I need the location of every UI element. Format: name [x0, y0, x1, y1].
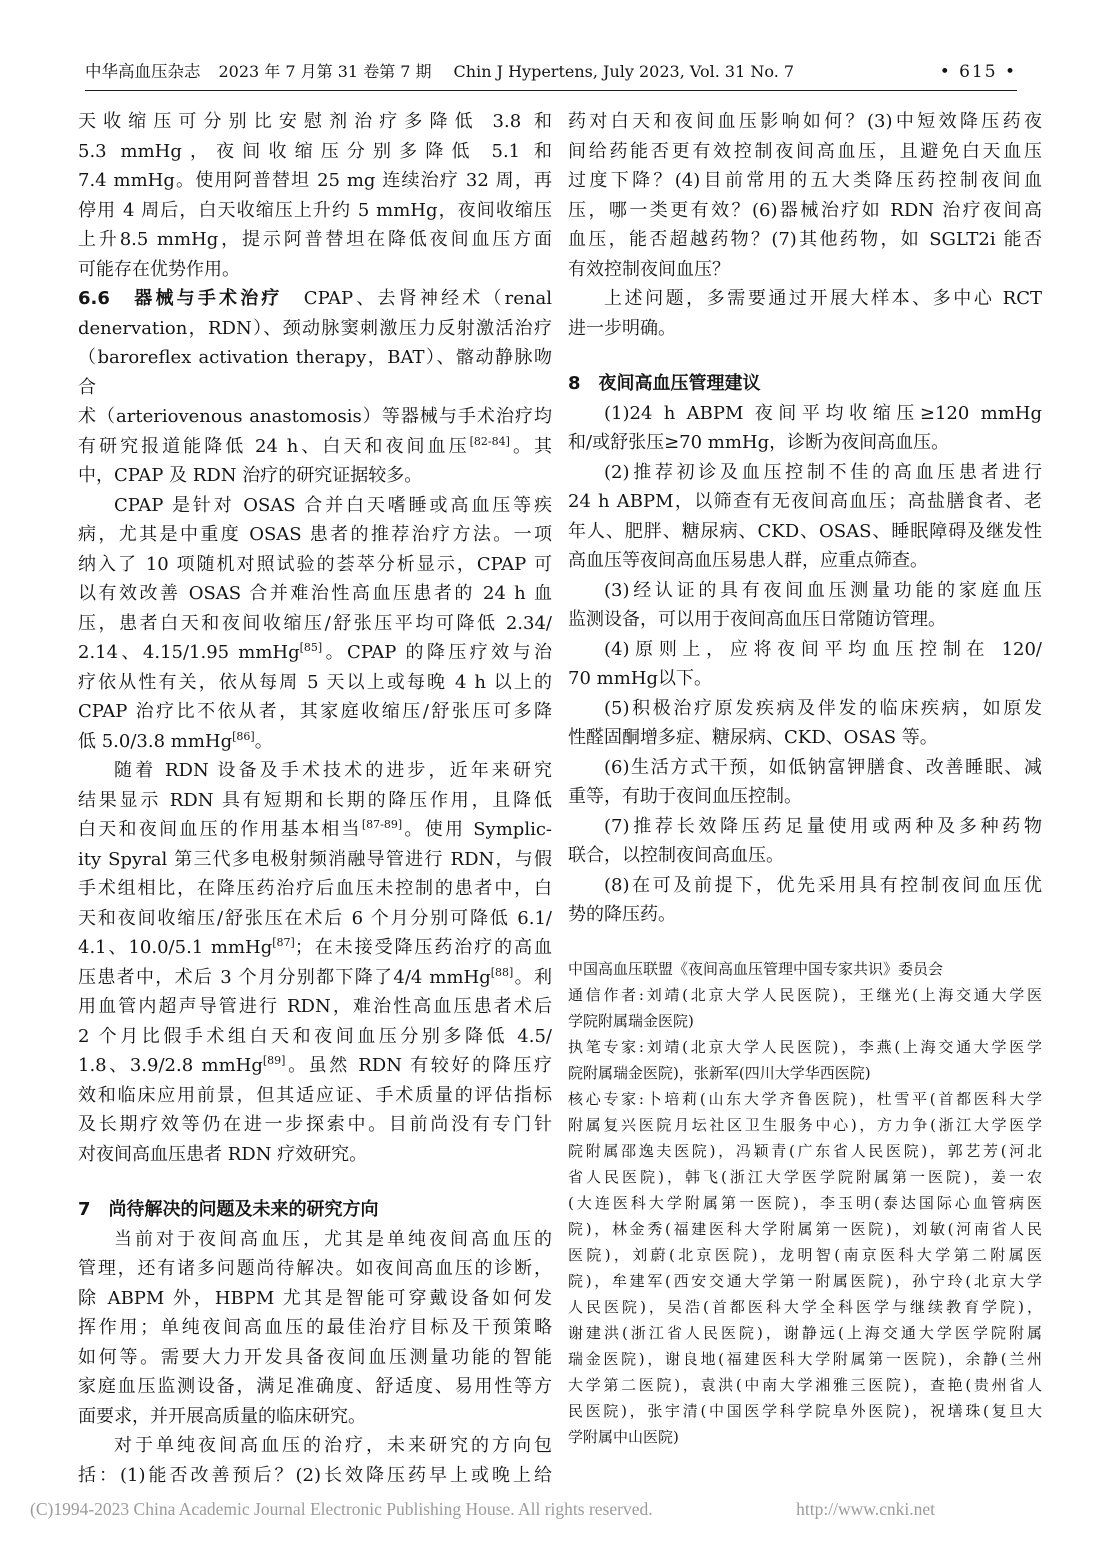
text-line: 5.3 mmHg，夜间收缩压分别多降低 5.1 和	[78, 140, 552, 162]
text-line: 性醛固酮增多症、糖尿病、CKD、OSAS 等。	[568, 727, 938, 748]
text-line: 天和夜间收缩压/舒张压在术后 6 个月分别可降低 6.1/	[78, 907, 552, 929]
text-line: 监测设备，可以用于夜间高血压日常随访管理。	[568, 609, 946, 630]
text-line: 核心专家:卜培莉(山东大学齐鲁医院)，杜雪平(首都医科大学	[568, 1089, 1042, 1108]
text-line: 病，尤其是中重度 OSAS 患者的推荐治疗方法。一项	[78, 524, 552, 545]
text-line: (1)24 h ABPM 夜间平均收缩压≥120 mmHg	[604, 402, 1042, 424]
paragraph	[78, 491, 552, 757]
text-line: 对于单纯夜间高血压的治疗，未来研究的方向包	[114, 1435, 552, 1456]
text-line: 重等，有助于夜间血压控制。	[568, 786, 802, 807]
text-line: denervation，RDN）、颈动脉窦刺激压力反射激活治疗	[78, 317, 552, 339]
text-line: 人民医院)，吴浩(首都医科大学全科医学与继续教育学院)，	[568, 1297, 1042, 1316]
text-line: 势的降压药。	[568, 904, 676, 925]
text-line: 谢建洪(浙江省人民医院)，谢静远(上海交通大学医学院附属	[568, 1323, 1042, 1342]
committee-note-paragraph	[568, 1086, 1042, 1450]
text-line: (2)推荐初诊及血压控制不佳的高血压患者进行	[604, 461, 1042, 483]
section-heading	[78, 1195, 552, 1225]
paragraph	[568, 871, 1042, 930]
paragraph	[568, 458, 1042, 576]
text-line: 药对白天和夜间血压影响如何？(3)中短效降压药夜	[568, 111, 1042, 132]
text-line: 血压，能否超越药物？(7)其他药物，如 SGLT2i 能否	[568, 229, 1042, 250]
text-line: 院)，林金秀(福建医科大学附属第一医院)，刘敏(河南省人民	[568, 1219, 1042, 1238]
text-line: ity Spyral 第三代多电极射频消融导管进行 RDN，与假	[78, 848, 552, 870]
text-line: 瑞金医院)，谢良地(福建医科大学附属第一医院)，余静(兰州	[568, 1349, 1042, 1368]
text-line: 疗依从性有关，依从每周 5 天以上或每晚 4 h 以上的	[78, 671, 552, 693]
journal-title-cn: 中华高血压杂志	[85, 62, 201, 81]
text-line: 压，患者白天和夜间收缩压/舒张压平均可降低 2.34/	[78, 612, 552, 634]
text-line: 有研究报道能降低 24 h、白天和夜间血压[82-84]。其	[78, 434, 552, 457]
text-line: 年人、肥胖、糖尿病、CKD、OSAS、睡眠障碍及继发性	[568, 520, 1042, 542]
committee-note-paragraph	[568, 1034, 1042, 1086]
journal-title-en: Chin J Hypertens, July 2023, Vol. 31 No. 7	[453, 62, 795, 81]
text-line: 联合，以控制夜间高血压。	[568, 845, 784, 866]
text-line: 间给药能否更有效控制夜间高血压，且避免白天血压	[568, 140, 1042, 162]
text-line: 对夜间高血压患者 RDN 疗效研究。	[78, 1143, 368, 1165]
paragraph	[568, 635, 1042, 694]
text-line: 大学第二医院)，袁洪(中南大学湘雅三医院)，查艳(贵州省人	[568, 1375, 1042, 1394]
text-line: 压患者中，术后 3 个月分别都下降了4/4 mmHg[88]。利	[78, 965, 552, 988]
text-line: 中国高血压联盟《夜间高血压管理中国专家共识》委员会	[568, 959, 944, 978]
paragraph	[78, 1431, 552, 1490]
text-line: 和/或舒张压≥70 mmHg，诊断为夜间高血压。	[568, 432, 950, 453]
text-line: 有效控制夜间血压？	[568, 258, 730, 280]
paragraph	[78, 756, 552, 1169]
text-line: 学院附属瑞金医院)	[568, 1011, 694, 1030]
text-line: 进一步明确。	[568, 317, 676, 339]
text-line: 术（arteriovenous anastomosis）等器械与手术治疗均	[78, 406, 552, 427]
paragraph	[568, 576, 1042, 635]
paragraph	[568, 694, 1042, 753]
cnki-url: http://www.cnki.net	[796, 1499, 935, 1519]
text-line: 院附属邵逸夫医院)，冯颖青(广东省人民医院)，郭艺芳(河北	[568, 1141, 1042, 1160]
text-line: 2 个月比假手术组白天和夜间血压分别多降低 4.5/	[78, 1025, 552, 1047]
paragraph	[78, 107, 552, 284]
text-line: 过度下降？(4)目前常用的五大类降压药控制夜间血	[568, 170, 1042, 191]
committee-note-paragraph	[568, 982, 1042, 1034]
text-line: (4)原则上，应将夜间平均血压控制在 120/	[604, 638, 1042, 660]
page-number: • 615 •	[939, 62, 1017, 82]
text-line: 家庭血压监测设备，满足准确度、舒适度、易用性等方	[78, 1376, 552, 1397]
paragraph	[78, 284, 552, 491]
text-line: 附属复兴医院月坛社区卫生服务中心)，方力争(浙江大学医学	[568, 1115, 1042, 1134]
copyright-text: (C)1994-2023 China Academic Journal Electronic Publishing House. All rights reserved.	[30, 1499, 653, 1519]
text-line: 手术组相比，在降压药治疗后血压未控制的患者中，白	[78, 878, 552, 899]
paragraph	[568, 399, 1042, 458]
text-line: (大连医科大学附属第一医院)，李玉明(泰达国际心血管病医	[568, 1193, 1042, 1212]
text-line: 7.4 mmHg。使用阿普替坦 25 mg 连续治疗 32 周，再	[78, 170, 552, 191]
text-line: (6)生活方式干预，如低钠富钾膳食、改善睡眠、减	[604, 756, 1042, 778]
text-line: 白天和夜间血压的作用基本相当[87-89]。使用 Symplic-	[78, 818, 552, 840]
paragraph	[568, 753, 1042, 812]
header-rule	[85, 90, 1017, 91]
text-line: 可能存在优势作用。	[78, 258, 240, 280]
page-header	[85, 58, 1017, 82]
text-line: 用血管内超声导管进行 RDN，难治性高血压患者术后	[78, 996, 552, 1017]
paragraph	[568, 812, 1042, 871]
text-line: 24 h ABPM，以筛查有无夜间高血压；高盐膳食者、老	[568, 491, 1042, 512]
text-line: 当前对于夜间高血压，尤其是单纯夜间高血压的	[114, 1228, 552, 1250]
text-line: 中，CPAP 及 RDN 治疗的研究证据较多。	[78, 465, 423, 486]
text-line: 民医院)，张宇清(中国医学科学院阜外医院)，祝墡珠(复旦大	[568, 1401, 1042, 1420]
section-heading	[568, 369, 1042, 399]
text-line: （baroreflex activation therapy，BAT）、髂动静脉吻合	[78, 347, 552, 398]
text-line: 上升8.5 mmHg，提示阿普替坦在降低夜间血压方面	[78, 229, 552, 250]
paragraph	[568, 107, 1042, 284]
article-body	[78, 107, 1042, 1490]
text-line: 及长期疗效等仍在进一步探索中。目前尚没有专门针	[78, 1114, 552, 1135]
text-line: (5)积极治疗原发疾病及伴发的临床疾病，如原发	[604, 697, 1042, 719]
text-line: (7)推荐长效降压药足量使用或两种及多种药物	[604, 815, 1042, 837]
text-line: 4.1、10.0/5.1 mmHg[87]；在未接受降压药治疗的高血	[78, 936, 552, 958]
right-column	[568, 107, 1042, 1490]
page-footer	[30, 1499, 935, 1520]
text-line: (3)经认证的具有夜间血压测量功能的家庭血压	[604, 579, 1042, 601]
text-line: 高血压等夜间高血压易患人群，应重点筛查。	[568, 550, 928, 571]
text-line: 1.8、3.9/2.8 mmHg[89]。虽然 RDN 有较好的降压疗	[78, 1054, 552, 1076]
text-line: 以有效改善 OSAS 合并难治性高血压患者的 24 h 血	[78, 583, 552, 604]
text-line: 停用 4 周后，白天收缩压上升约 5 mmHg，夜间收缩压	[78, 199, 552, 221]
text-line: 除 ABPM 外，HBPM 尤其是智能可穿戴设备如何发	[78, 1287, 552, 1309]
text-line: 医院)，刘蔚(北京医院)，龙明智(南京医科大学第二附属医	[568, 1245, 1042, 1264]
text-line: CPAP 治疗比不依从者，其家庭收缩压/舒张压可多降	[78, 701, 552, 722]
paragraph	[568, 284, 1042, 343]
text-line: 天收缩压可分别比安慰剂治疗多降低 3.8 和	[78, 111, 552, 132]
text-line: 7 尚待解决的问题及未来的研究方向	[78, 1199, 379, 1220]
text-line: 如何等。需要大力开发具备夜间血压测量功能的智能	[78, 1346, 552, 1368]
text-line: 省人民医院)，韩飞(浙江大学医学院附属第一医院)，姜一农	[568, 1167, 1042, 1186]
text-line: 管理，还有诸多问题尚待解决。如夜间高血压的诊断，	[78, 1258, 552, 1279]
committee-note-paragraph	[568, 956, 1042, 982]
paragraph	[78, 1225, 552, 1432]
text-line: 低 5.0/3.8 mmHg[86]。	[78, 729, 273, 752]
text-line: 6.6 器械与手术治疗 CPAP、去肾神经术（renal	[78, 288, 552, 309]
text-line: 括：(1)能否改善预后？(2)长效降压药早上或晚上给	[78, 1464, 552, 1486]
text-line: 纳入了 10 项随机对照试验的荟萃分析显示，CPAP 可	[78, 553, 552, 575]
text-line: (8)在可及前提下，优先采用具有控制夜间血压优	[604, 874, 1042, 896]
text-line: 挥作用；单纯夜间高血压的最佳治疗目标及干预策略	[78, 1317, 552, 1338]
text-line: 压，哪一类更有效？(6)器械治疗如 RDN 治疗夜间高	[568, 199, 1042, 221]
text-line: CPAP 是针对 OSAS 合并白天嗜睡或高血压等疾	[114, 494, 552, 516]
text-line: 院)，牟建军(西安交通大学第一附属医院)，孙宁玲(北京大学	[568, 1271, 1042, 1290]
text-line: 通信作者:刘靖(北京大学人民医院)，王继光(上海交通大学医	[568, 985, 1042, 1004]
text-line: 院附属瑞金医院)，张新军(四川大学华西医院)	[568, 1063, 871, 1082]
text-line: 结果显示 RDN 具有短期和长期的降压作用，且降低	[78, 789, 552, 811]
text-line: 执笔专家:刘靖(北京大学人民医院)，李燕(上海交通大学医学	[568, 1037, 1042, 1056]
left-column	[78, 107, 552, 1490]
text-line: 上述问题，多需要通过开展大样本、多中心 RCT	[604, 288, 1042, 309]
journal-info	[85, 58, 794, 82]
text-line: 2.14、4.15/1.95 mmHg[85]。CPAP 的降压疗效与治	[78, 641, 552, 663]
text-line: 70 mmHg以下。	[568, 668, 712, 689]
journal-issue-cn: 2023 年 7 月第 31 卷第 7 期	[218, 62, 432, 81]
text-line: 面要求，并开展高质量的临床研究。	[78, 1405, 366, 1427]
text-line: 8 夜间高血压管理建议	[568, 373, 761, 394]
text-line: 学附属中山医院)	[568, 1427, 679, 1446]
text-line: 随着 RDN 设备及手术技术的进步，近年来研究	[114, 760, 552, 781]
text-line: 效和临床应用前景，但其适应证、手术质量的评估指标	[78, 1084, 552, 1106]
